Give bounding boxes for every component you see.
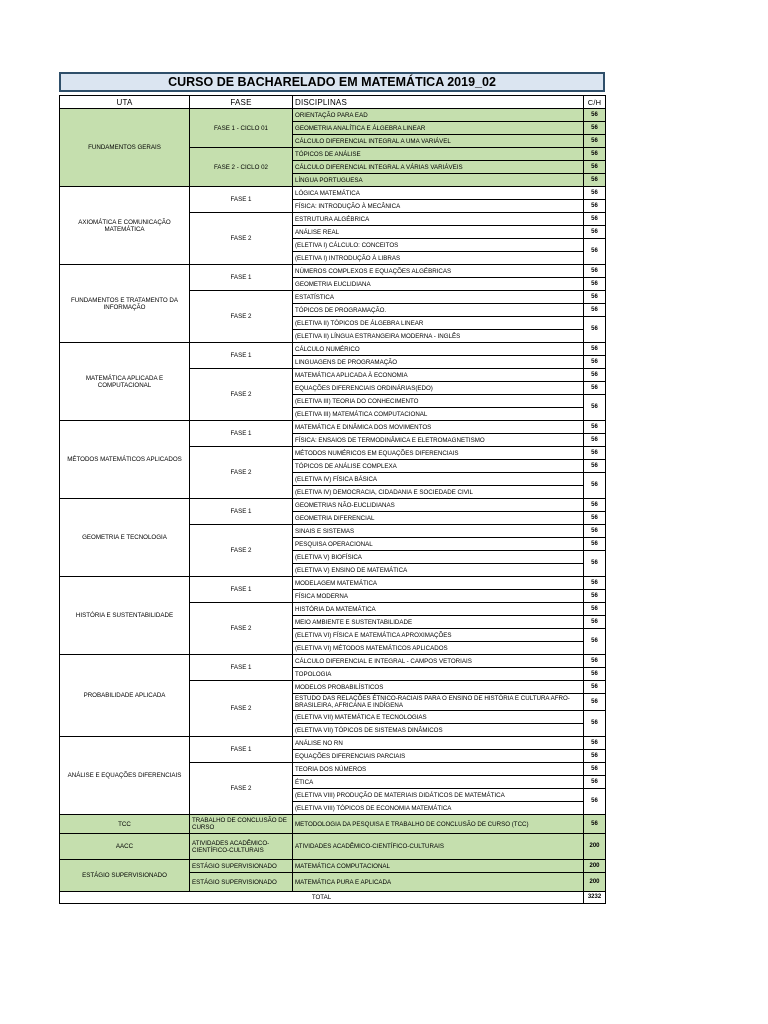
ch-cell: 56 — [584, 603, 606, 616]
discipline-cell: (ELETIVA VIII) PRODUÇÃO DE MATERIAIS DIDÁTICOS DE MATEMÁTICA — [293, 789, 584, 802]
header-row — [60, 96, 606, 109]
ch-cell: 56 — [584, 551, 606, 577]
discipline-cell: CÁLCULO DIFERENCIAL INTEGRAL A VÁRIAS VARIÁVEIS — [293, 161, 584, 174]
ch-cell: 56 — [584, 369, 606, 382]
fase-cell: FASE 2 — [190, 447, 293, 499]
fase-cell: FASE 1 — [190, 577, 293, 603]
table-row — [60, 860, 606, 873]
header-disciplinas: DISCIPLINAS — [293, 96, 584, 109]
table-row — [60, 577, 606, 590]
fase-cell: FASE 1 — [190, 655, 293, 681]
discipline-cell: MODELOS PROBABILÍSTICOS — [293, 681, 584, 694]
discipline-cell: (ELETIVA VI) MÉTODOS MATEMÁTICOS APLICADOS — [293, 642, 584, 655]
discipline-cell: (ELETIVA VI) FÍSICA E MATEMÁTICA APROXIMAÇÕES — [293, 629, 584, 642]
discipline-cell: PESQUISA OPERACIONAL — [293, 538, 584, 551]
ch-cell: 56 — [584, 213, 606, 226]
fase-cell: FASE 2 — [190, 291, 293, 343]
ch-cell: 56 — [584, 226, 606, 239]
discipline-cell: (ELETIVA I) CÁLCULO: CONCEITOS — [293, 239, 584, 252]
discipline-cell: NÚMEROS COMPLEXOS E EQUAÇÕES ALGÉBRICAS — [293, 265, 584, 278]
ch-cell: 56 — [584, 265, 606, 278]
discipline-cell: EQUAÇÕES DIFERENCIAIS ORDINÁRIAS(EDO) — [293, 382, 584, 395]
discipline-cell: TOPOLOGIA — [293, 668, 584, 681]
discipline-cell: CÁLCULO DIFERENCIAL INTEGRAL A UMA VARIÁVEL — [293, 135, 584, 148]
table-row — [60, 109, 606, 122]
discipline-cell: LINGUAGENS DE PROGRAMAÇÃO — [293, 356, 584, 369]
discipline-cell: LÍNGUA PORTUGUESA — [293, 174, 584, 187]
discipline-cell: METODOLOGIA DA PESQUISA E TRABALHO DE CONCLUSÃO DE CURSO (TCC) — [293, 815, 584, 834]
table-row — [60, 655, 606, 668]
fase-cell: FASE 1 — [190, 499, 293, 525]
discipline-cell: GEOMETRIA EUCLIDIANA — [293, 278, 584, 291]
uta-cell: GEOMETRIA E TECNOLOGIA — [60, 499, 190, 577]
discipline-cell: (ELETIVA II) TÓPICOS DE ÁLGEBRA LINEAR — [293, 317, 584, 330]
ch-cell: 56 — [584, 161, 606, 174]
ch-cell: 56 — [584, 590, 606, 603]
table-row — [60, 187, 606, 200]
uta-cell: HISTÓRIA E SUSTENTABILIDADE — [60, 577, 190, 655]
header-uta: UTA — [60, 96, 190, 109]
fase-cell: FASE 2 — [190, 525, 293, 577]
fase-cell: FASE 2 — [190, 681, 293, 737]
ch-cell: 56 — [584, 200, 606, 213]
discipline-cell: ESTRUTURA ALGÉBRICA — [293, 213, 584, 226]
ch-cell: 56 — [584, 382, 606, 395]
fase-cell: ESTÁGIO SUPERVISIONADO — [190, 873, 293, 892]
discipline-cell: ATIVIDADES ACADÊMICO-CIENTÍFICO-CULTURAIS — [293, 834, 584, 860]
ch-cell: 56 — [584, 538, 606, 551]
discipline-cell: (ELETIVA III) MATEMÁTICA COMPUTACIONAL — [293, 408, 584, 421]
ch-cell: 56 — [584, 737, 606, 750]
fase-cell: ATIVIDADES ACADÊMICO-CIENTÍFICO-CULTURAIS — [190, 834, 293, 860]
table-row — [60, 343, 606, 356]
ch-cell: 56 — [584, 434, 606, 447]
discipline-cell: FÍSICA: INTRODUÇÃO À MECÂNICA — [293, 200, 584, 213]
uta-cell: MATEMÁTICA APLICADA E COMPUTACIONAL — [60, 343, 190, 421]
ch-cell: 200 — [584, 834, 606, 860]
fase-cell: FASE 1 - CICLO 01 — [190, 109, 293, 148]
uta-cell: FUNDAMENTOS GERAIS — [60, 109, 190, 187]
uta-cell: AXIOMÁTICA E COMUNICAÇÃO MATEMÁTICA — [60, 187, 190, 265]
header-fase: FASE — [190, 96, 293, 109]
ch-cell: 56 — [584, 447, 606, 460]
total-value: 3232 — [584, 892, 606, 904]
ch-cell: 56 — [584, 525, 606, 538]
ch-cell: 56 — [584, 512, 606, 525]
fase-cell: FASE 2 — [190, 369, 293, 421]
ch-cell: 56 — [584, 278, 606, 291]
discipline-cell: TÓPICOS DE ANÁLISE COMPLEXA — [293, 460, 584, 473]
ch-cell: 56 — [584, 694, 606, 711]
uta-cell: MÉTODOS MATEMÁTICOS APLICADOS — [60, 421, 190, 499]
ch-cell: 56 — [584, 239, 606, 265]
discipline-cell: ORIENTAÇÃO PARA EAD — [293, 109, 584, 122]
curriculum-table — [59, 95, 606, 904]
discipline-cell: LÓGICA MATEMÁTICA — [293, 187, 584, 200]
discipline-cell: CÁLCULO DIFERENCIAL E INTEGRAL - CAMPOS VETORIAIS — [293, 655, 584, 668]
ch-cell: 56 — [584, 395, 606, 421]
uta-cell: ESTÁGIO SUPERVISIONADO — [60, 860, 190, 892]
table-row — [60, 737, 606, 750]
discipline-cell: CÁLCULO NUMÉRICO — [293, 343, 584, 356]
total-label: TOTAL — [60, 892, 584, 904]
discipline-cell: (ELETIVA II) LÍNGUA ESTRANGEIRA MODERNA - INGLÊS — [293, 330, 584, 343]
ch-cell: 56 — [584, 577, 606, 590]
table-row — [60, 834, 606, 860]
uta-cell: ANÁLISE E EQUAÇÕES DIFERENCIAIS — [60, 737, 190, 815]
header-ch: C/H — [584, 96, 606, 109]
ch-cell: 56 — [584, 681, 606, 694]
discipline-cell: ÉTICA — [293, 776, 584, 789]
discipline-cell: MÉTODOS NUMÉRICOS EM EQUAÇÕES DIFERENCIAIS — [293, 447, 584, 460]
discipline-cell: ESTUDO DAS RELAÇÕES ÉTNICO-RACIAIS PARA O ENSINO DE HISTÓRIA E CULTURA AFRO-BRASILEIRA, AFRICANA E INDÍGENA — [293, 694, 584, 711]
table-row — [60, 265, 606, 278]
discipline-cell: GEOMETRIAS NÃO-EUCLIDIANAS — [293, 499, 584, 512]
discipline-cell: MATEMÁTICA PURA E APLICADA — [293, 873, 584, 892]
uta-cell: AACC — [60, 834, 190, 860]
ch-cell: 56 — [584, 187, 606, 200]
discipline-cell: FÍSICA MODERNA — [293, 590, 584, 603]
discipline-cell: GEOMETRIA ANALÍTICA E ÁLGEBRA LINEAR — [293, 122, 584, 135]
ch-cell: 56 — [584, 750, 606, 763]
fase-cell: ESTÁGIO SUPERVISIONADO — [190, 860, 293, 873]
discipline-cell: EQUAÇÕES DIFERENCIAIS PARCIAIS — [293, 750, 584, 763]
ch-cell: 56 — [584, 122, 606, 135]
ch-cell: 56 — [584, 763, 606, 776]
ch-cell: 56 — [584, 135, 606, 148]
discipline-cell: MATEMÁTICA APLICADA À ECONOMIA — [293, 369, 584, 382]
table-row — [60, 815, 606, 834]
uta-cell: FUNDAMENTOS E TRATAMENTO DA INFORMAÇÃO — [60, 265, 190, 343]
ch-cell: 56 — [584, 473, 606, 499]
uta-cell: PROBABILIDADE APLICADA — [60, 655, 190, 737]
discipline-cell: (ELETIVA VIII) TÓPICOS DE ECONOMIA MATEMÁTICA — [293, 802, 584, 815]
discipline-cell: (ELETIVA I) INTRODUÇÃO À LIBRAS — [293, 252, 584, 265]
discipline-cell: (ELETIVA IV) FÍSICA BÁSICA — [293, 473, 584, 486]
ch-cell: 56 — [584, 668, 606, 681]
ch-cell: 56 — [584, 317, 606, 343]
discipline-cell: ANÁLISE REAL — [293, 226, 584, 239]
discipline-cell: MATEMÁTICA E DINÂMICA DOS MOVIMENTOS — [293, 421, 584, 434]
discipline-cell: FÍSICA: ENSAIOS DE TERMODINÂMICA E ELETROMAGNETISMO — [293, 434, 584, 447]
discipline-cell: TÓPICOS DE PROGRAMAÇÃO. — [293, 304, 584, 317]
fase-cell: FASE 1 — [190, 421, 293, 447]
ch-cell: 56 — [584, 616, 606, 629]
discipline-cell: GEOMETRIA DIFERENCIAL — [293, 512, 584, 525]
ch-cell: 56 — [584, 789, 606, 815]
uta-cell: TCC — [60, 815, 190, 834]
ch-cell: 200 — [584, 873, 606, 892]
ch-cell: 56 — [584, 711, 606, 737]
table-row — [60, 499, 606, 512]
fase-cell: FASE 2 — [190, 213, 293, 265]
ch-cell: 56 — [584, 343, 606, 356]
ch-cell: 56 — [584, 356, 606, 369]
discipline-cell: (ELETIVA V) ENSINO DE MATEMÁTICA — [293, 564, 584, 577]
total-row — [60, 892, 606, 904]
discipline-cell: MEIO AMBIENTE E SUSTENTABILIDADE — [293, 616, 584, 629]
ch-cell: 56 — [584, 148, 606, 161]
fase-cell: FASE 1 — [190, 737, 293, 763]
ch-cell: 56 — [584, 815, 606, 834]
ch-cell: 56 — [584, 304, 606, 317]
ch-cell: 56 — [584, 499, 606, 512]
discipline-cell: TÓPICOS DE ANÁLISE — [293, 148, 584, 161]
table-row — [60, 421, 606, 434]
ch-cell: 200 — [584, 860, 606, 873]
discipline-cell: (ELETIVA IV) DEMOCRACIA, CIDADANIA E SOCIEDADE CIVIL — [293, 486, 584, 499]
ch-cell: 56 — [584, 109, 606, 122]
fase-cell: FASE 1 — [190, 265, 293, 291]
ch-cell: 56 — [584, 291, 606, 304]
discipline-cell: (ELETIVA VII) TÓPICOS DE SISTEMAS DINÂMICOS — [293, 724, 584, 737]
discipline-cell: HISTÓRIA DA MATEMÁTICA — [293, 603, 584, 616]
discipline-cell: (ELETIVA III) TEORIA DO CONHECIMENTO — [293, 395, 584, 408]
ch-cell: 56 — [584, 174, 606, 187]
ch-cell: 56 — [584, 421, 606, 434]
discipline-cell: TEORIA DOS NÚMEROS — [293, 763, 584, 776]
discipline-cell: MODELAGEM MATEMÁTICA — [293, 577, 584, 590]
ch-cell: 56 — [584, 655, 606, 668]
ch-cell: 56 — [584, 460, 606, 473]
discipline-cell: (ELETIVA VII) MATEMÁTICA E TECNOLOGIAS — [293, 711, 584, 724]
fase-cell: FASE 2 - CICLO 02 — [190, 148, 293, 187]
discipline-cell: ANÁLISE NO RN — [293, 737, 584, 750]
fase-cell: FASE 1 — [190, 187, 293, 213]
discipline-cell: SINAIS E SISTEMAS — [293, 525, 584, 538]
ch-cell: 56 — [584, 776, 606, 789]
ch-cell: 56 — [584, 629, 606, 655]
fase-cell: FASE 2 — [190, 603, 293, 655]
fase-cell: TRABALHO DE CONCLUSÃO DE CURSO — [190, 815, 293, 834]
discipline-cell: ESTATÍSTICA — [293, 291, 584, 304]
discipline-cell: MATEMÁTICA COMPUTACIONAL — [293, 860, 584, 873]
fase-cell: FASE 2 — [190, 763, 293, 815]
page-title: CURSO DE BACHARELADO EM MATEMÁTICA 2019_02 — [59, 72, 605, 92]
discipline-cell: (ELETIVA V) BIOFÍSICA — [293, 551, 584, 564]
fase-cell: FASE 1 — [190, 343, 293, 369]
